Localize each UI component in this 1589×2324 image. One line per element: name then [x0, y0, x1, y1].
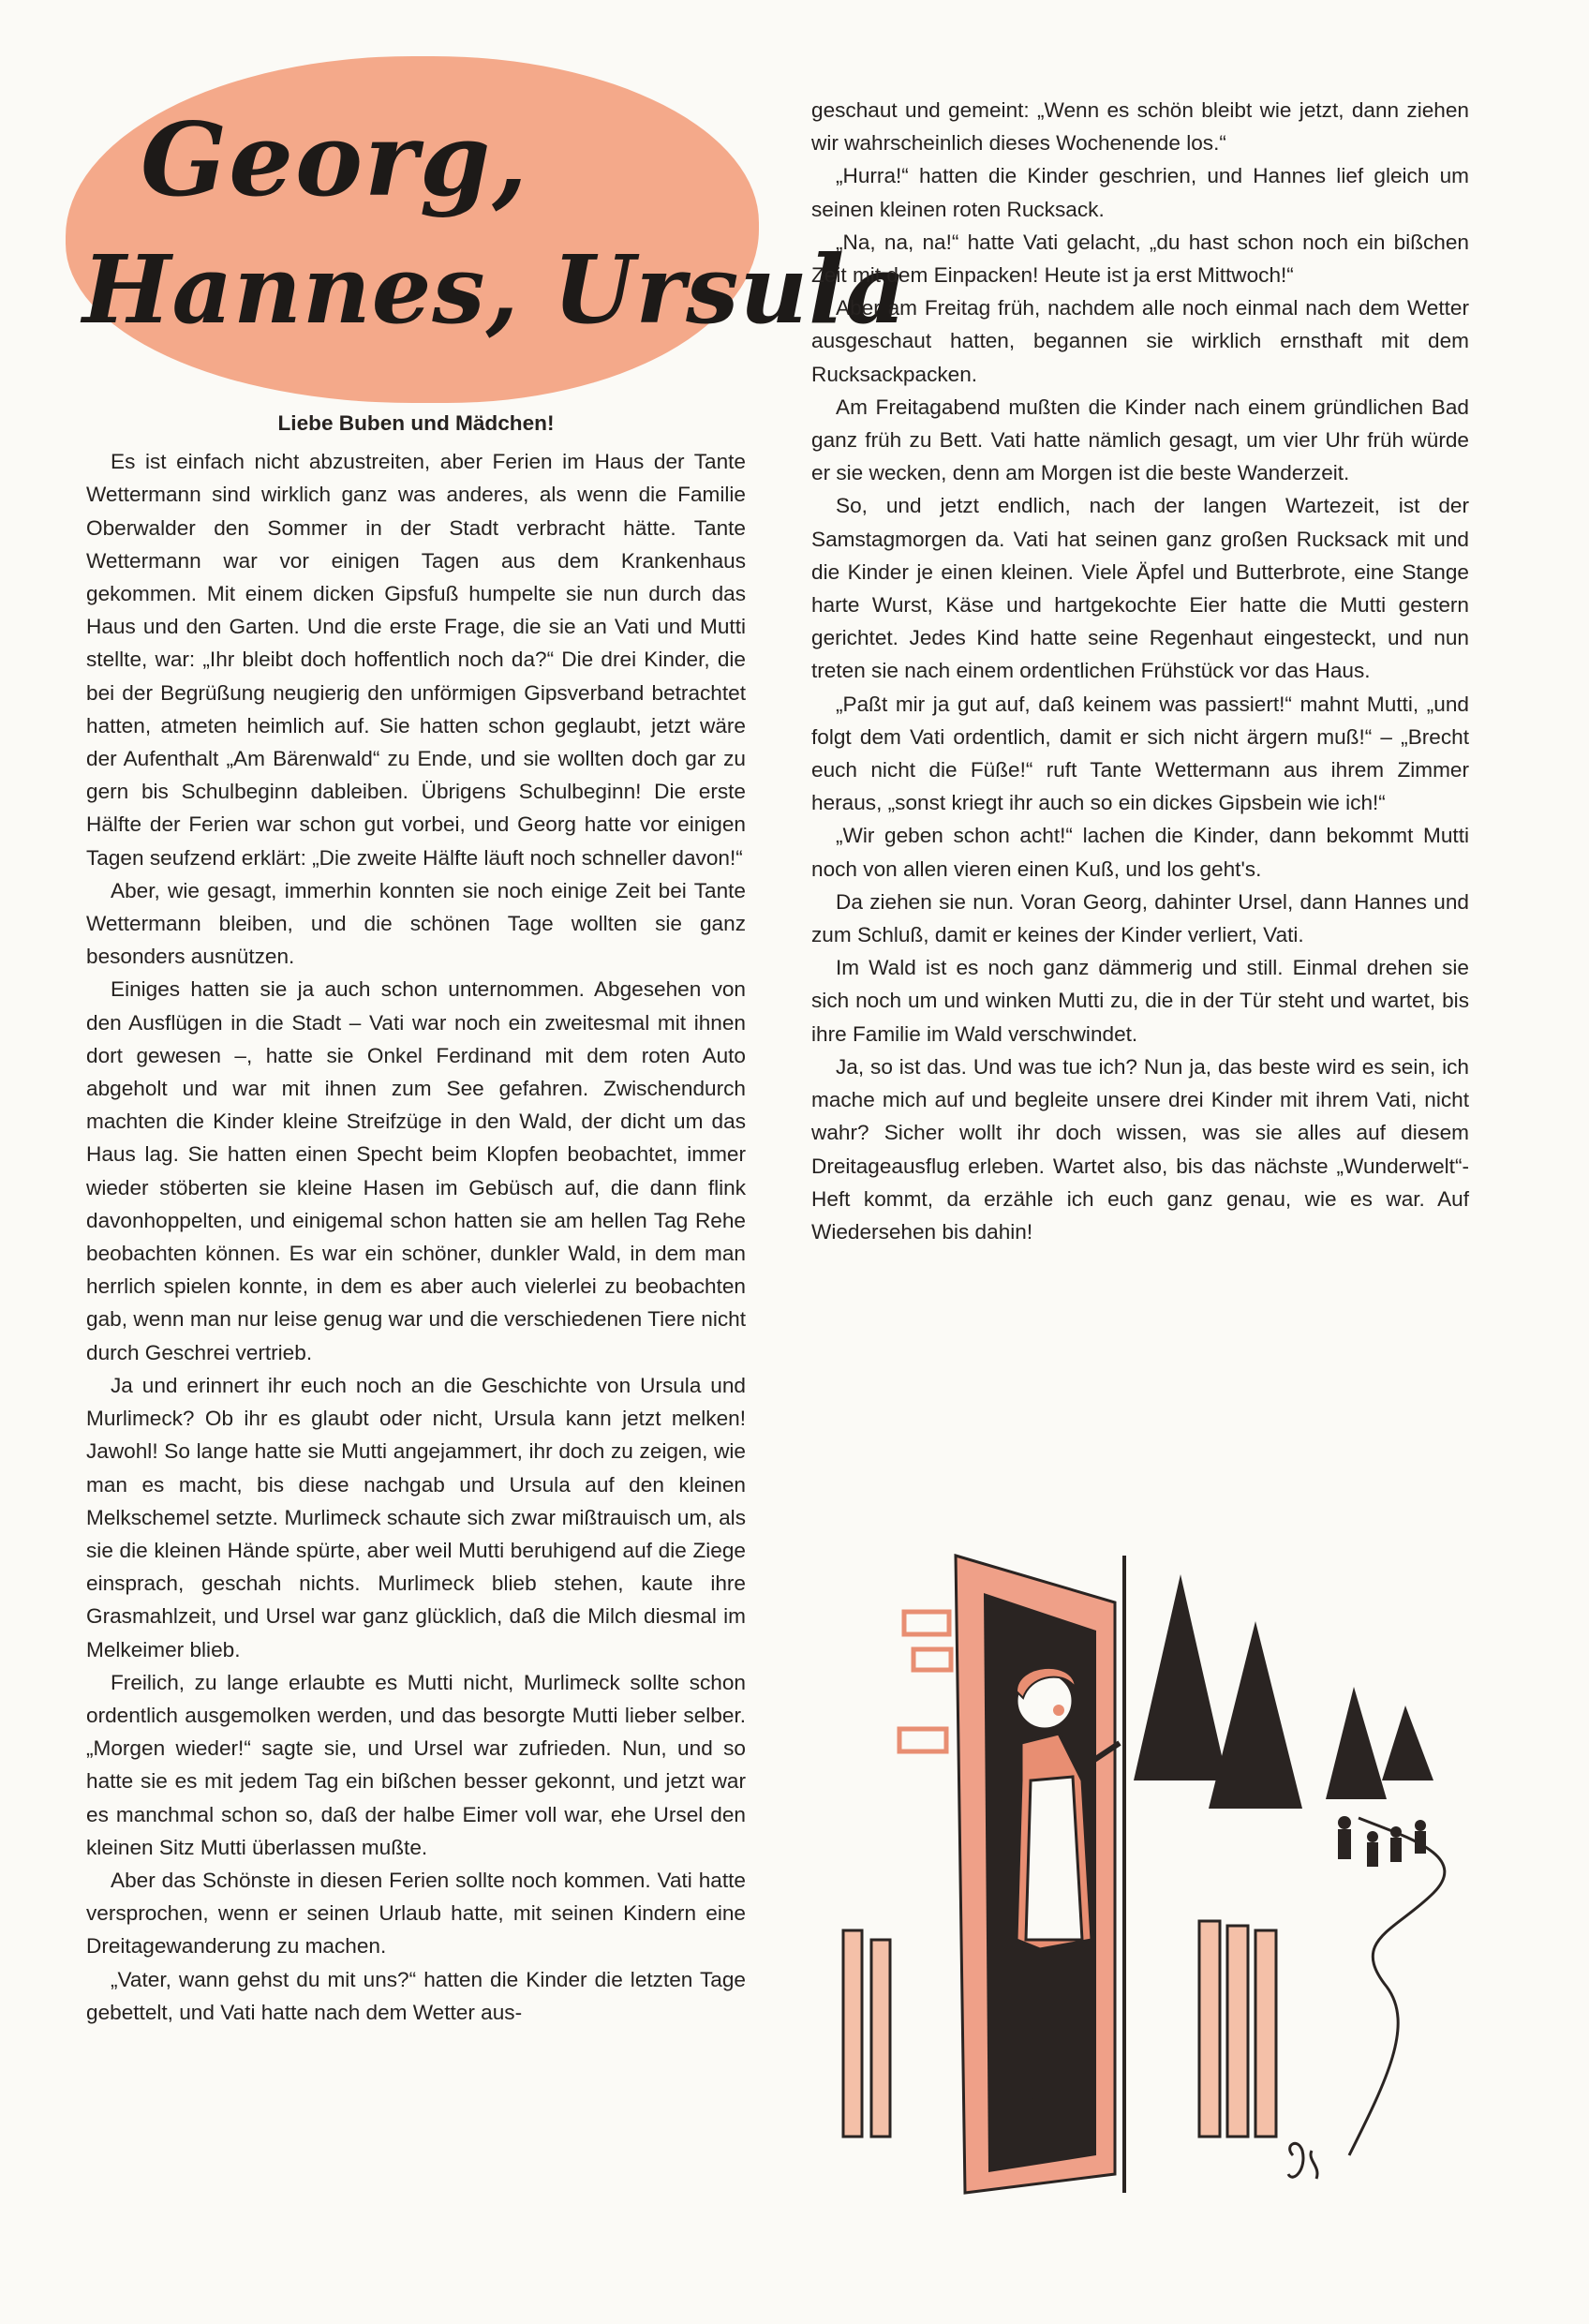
paragraph: „Wir geben schon acht!“ lachen die Kinder, dann bekommt Mutti noch von allen vieren einen Kuß, und los geht's. [811, 824, 1469, 881]
paragraph: Im Wald ist es noch ganz dämmerig und still. Einmal drehen sie sich noch um und winken Mutti zu, die in der Tür steht und wartet, bis ihre Familie im Wald verschwindet. [811, 956, 1469, 1046]
artist-signature [1288, 2143, 1317, 2179]
paragraph: „Hurra!“ hatten die Kinder geschrien, und Hannes lief gleich um seinen kleinen roten Rucksack. [811, 164, 1469, 221]
paragraph: Aber am Freitag früh, nachdem alle noch einmal nach dem Wetter ausgeschaut hatten, begannen sie wirklich ernsthaft mit dem Rucksackpacken. [811, 296, 1469, 386]
right-column [811, 94, 1469, 1248]
paragraph: Da ziehen sie nun. Voran Georg, dahinter Ursel, dann Hannes und zum Schluß, damit er keines der Kinder verliert, Vati. [811, 889, 1469, 947]
paragraph: „Na, na, na!“ hatte Vati gelacht, „du hast schon noch ein bißchen Zeit mit dem Einpacken! Heute ist ja erst Mittwoch!“ [811, 230, 1469, 288]
left-column [86, 411, 746, 2029]
paragraph: Aber, wie gesagt, immerhin konnten sie noch einige Zeit bei Tante Wettermann bleiben, und die schönen Tage wollten sie ganz besonders ausnützen. [86, 878, 746, 969]
paragraph: Freilich, zu lange erlaubte es Mutti nicht, Murlimeck sollte schon ordentlich ausgemolken werden, und das besorgte Mutti lieber selber. „Morgen wieder!“ sagte sie, und Ursel war zufrieden. Nun, und so hatte sie es mit jedem Tag ein bißchen besser gekonnt, und jetzt war es manchmal schon so, daß der halbe Eimer voll war, ehe Ursel den kleinen Sitz Mutti überlassen mußte. [86, 1670, 746, 1859]
title-line-1: Georg, [141, 101, 529, 219]
paragraph: Aber das Schönste in diesen Ferien sollte noch kommen. Vati hatte versprochen, wenn er seinen Urlaub hatte, mit seinen Kindern eine Dreitagewanderung zu machen. [86, 1868, 746, 1959]
paragraph: Ja, so ist das. Und was tue ich? Nun ja, das beste wird es sein, ich mache mich auf und begleite unsere drei Kinder mit ihrem Vati, nicht wahr? Sicher wollt ihr doch wissen, was sie alles auf diesem Dreitageausflug erleben. Wartet also, bis das nächste „Wunderwelt“-Heft kommt, da erzähle ich euch ganz genau, wie es war. Auf Wiedersehen bis dahin! [811, 1054, 1469, 1244]
salutation: Liebe Buben und Mädchen! [277, 411, 555, 435]
paragraph: geschaut und gemeint: „Wenn es schön bleibt wie jetzt, dann ziehen wir wahrscheinlich dieses Wochenende los.“ [811, 98, 1469, 156]
paragraph: Es ist einfach nicht abzustreiten, aber Ferien im Haus der Tante Wettermann sind wirklich ganz was anderes, als wenn die Familie Oberwalder den Sommer in der Stadt verbracht hätte. Tante Wettermann war vor einigen Tagen aus dem Krankenhaus gekommen. Mit einem dicken Gipsfuß humpelte sie nun durch das Haus und den Garten. Und die erste Frage, die sie an Vati und Mutti stellte, war: „Ihr bleibt doch hoffentlich noch da?“ Die drei Kinder, die bei der Begrüßung neugierig den unförmigen Gipsverband betrachtet hatten, atmeten heimlich auf. Sie hatten schon geglaubt, jetzt wäre der Aufenthalt „Am Bärenwald“ zu Ende, und sie wollten doch gar zu gern bis Schulbeginn dableiben. Übrigens Schulbeginn! Die erste Hälfte der Ferien war schon gut vorbei, und Georg hatte vor einigen Tagen seufzend erklärt: „Die zweite Hälfte läuft noch schneller davon!“ [86, 450, 746, 870]
pine-trees [1134, 1574, 1433, 1809]
forest-path [1349, 1818, 1445, 2155]
paragraph: „Paßt mir ja gut auf, daß keinem was passiert!“ mahnt Mutti, „und folgt dem Vati ordentlich, damit er sich nicht ärgern muß!“ – „Brecht euch nicht die Füße!“ ruft Tante Wettermann aus ihrem Zimmer heraus, „sonst kriegt ihr auch so ein dickes Gipsbein wie ich!“ [811, 692, 1469, 815]
paragraph: Am Freitagabend mußten die Kinder nach einem gründlichen Bad ganz früh zu Bett. Vati hatte nämlich gesagt, um vier Uhr früh würde er sie wecken, denn am Morgen ist die beste Wanderzeit. [811, 395, 1469, 485]
title-line-2: Hannes, Ursula [82, 234, 907, 345]
paragraph: „Vater, wann gehst du mit uns?“ hatten die Kinder die letzten Tage gebettelt, und Vati hatte nach dem Wetter aus- [86, 1967, 746, 2024]
paragraph: Ja und erinnert ihr euch noch an die Geschichte von Ursula und Murlimeck? Ob ihr es glaubt oder nicht, Ursula kann jetzt melken! Jawohl! So lange hatte sie Mutti angejammert, ihr doch zu zeigen, wie man es macht, bis diese nachgab und Ursula auf den kleinen Melkschemel setzte. Murlimeck schaute sich zwar mißtrauisch um, als sie die kleinen Hände spürte, aber weil Mutti beruhigend auf die Ziege einsprach, geschah nichts. Murlimeck blieb stehen, kaute ihre Grasmahlzeit, und Ursel war ganz glücklich, daß die Milch diesmal im Melkeimer blieb. [86, 1373, 746, 1661]
illustration-mother-at-door [824, 1499, 1499, 2230]
paragraph: So, und jetzt endlich, nach der langen Wartezeit, ist der Samstagmorgen da. Vati hat seinen ganz großen Rucksack mit und die Kinder je einen kleinen. Viele Äpfel und Butterbrote, eine Stange harte Wurst, Käse und hartgekochte Eier hatte die Mutti gestern gerichtet. Jedes Kind hatte seine Regenhaut eingesteckt, und nun treten sie nach einem ordentlichen Frühstück vor das Haus. [811, 494, 1469, 683]
paragraph: Einiges hatten sie ja auch schon unternommen. Abgesehen von den Ausflügen in die Stadt – Vati war noch ein zweitesmal mit ihnen dort gewesen –, hatte sie Onkel Ferdinand mit dem roten Auto abgeholt und war mit ihnen zum See gefahren. Zwischendurch machten die Kinder kleine Streifzüge in den Wald, der dicht um das Haus lag. Sie hatten einen Specht beim Klopfen beobachtet, immer wieder stöberten sie kleine Hasen im Gebüsch auf, die dann flink davonhoppelten, und einigemal schon hatten sie am hellen Tag Rehe beobachten können. Es war ein schöner, dunkler Wald, in dem man herrlich spielen konnte, in dem es aber auch vielerlei zu beobachten gab, wenn man nur leise genug war und die verschiedenen Tiere nicht durch Geschrei vertrieb. [86, 977, 746, 1364]
brick-wall [899, 1612, 951, 1751]
